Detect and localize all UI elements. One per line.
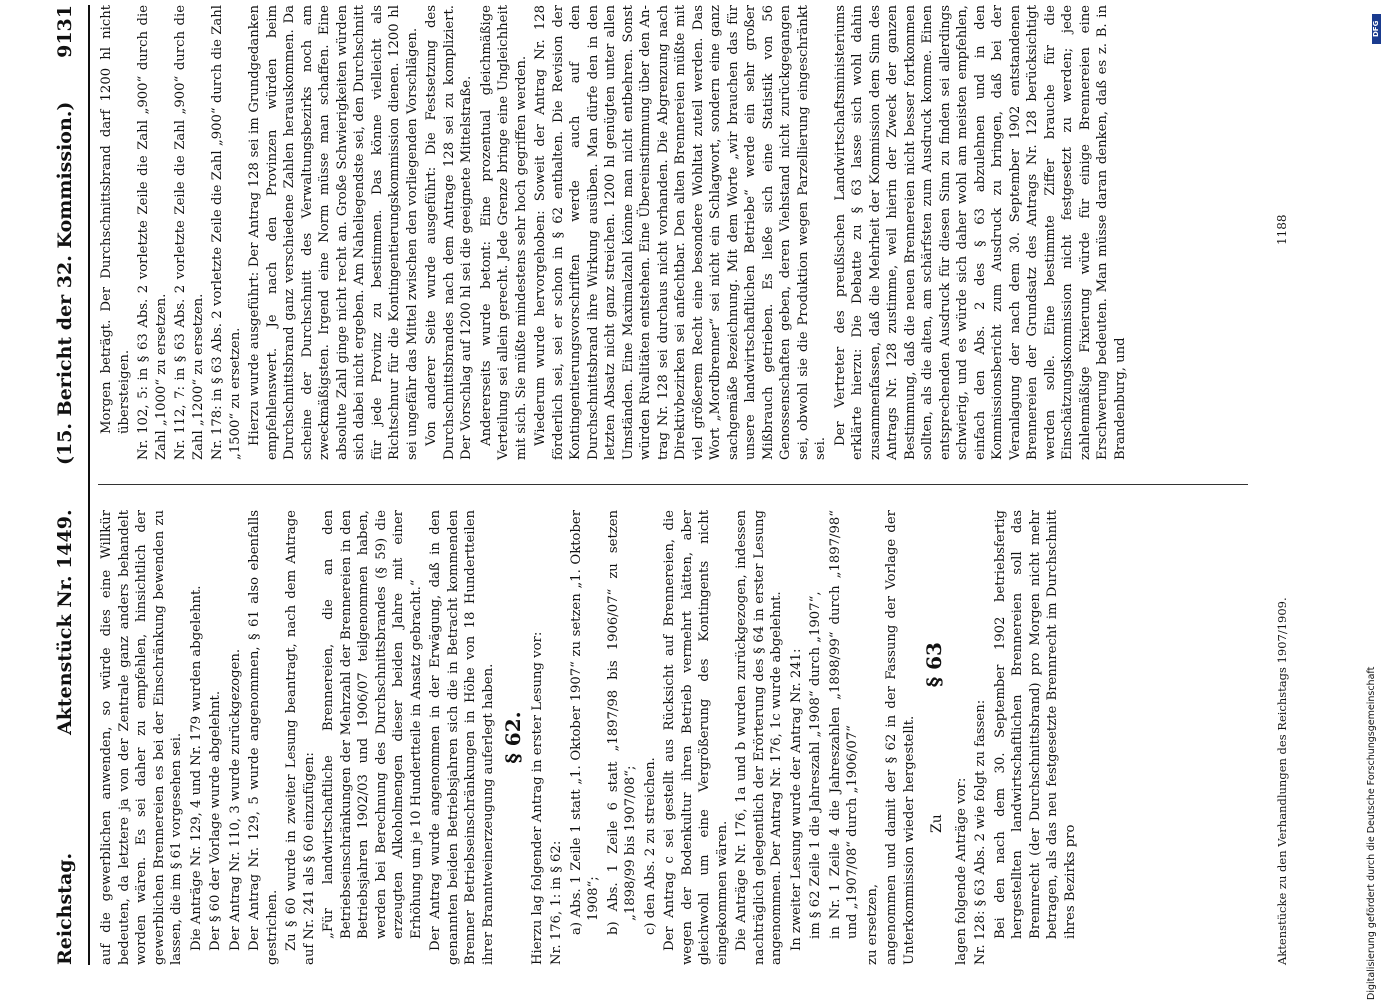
paragraph: Nr. 176, 1: in § 62: [549, 840, 564, 965]
section-number: § 63 [922, 642, 946, 688]
paragraph: Morgen beträgt. Der Durchschnittsbrand darf 1200 hl nicht übersteigen. [99, 5, 132, 434]
paragraph: Der Antrag wurde angenommen in der Erwägung, daß in den genannten beiden Betriebsjahren sich die in Betracht kommenden Brenner Betriebseinschränkungen in Höhe von 18 Hundertteilen ihrer Branntweinerzeugung auferlegt haben. [428, 510, 496, 965]
list-item: a) Abs. 1 Zeile 1 statt „1. Oktober 1907“ zu setzen „1. Oktober 1908“; [568, 510, 601, 935]
paragraph: lagen folgende Anträge vor: [953, 777, 969, 965]
paragraph: angenommen und damit der § 62 in der Fassung der Vorlage der Unterkommission wieder hergestellt. [884, 510, 917, 965]
quoted-proposal: „Für landwirtschaftliche Brennereien, die an den Betriebseinschränkungen der Mehrzahl der Brennereien in den Betriebsjahren 1902/03 und 1906/07 teilgenommen haben, werden bei Berechnung des Durchschnittsbrandes (§ 59) die erzeugten Alkoholmengen dieser beiden Jahre mit einer Erhöhung um je 10 Hundertteile in Ansatz gebracht.“ [321, 510, 424, 939]
paragraph: Der Antrag Nr. 129, 5 wurde angenommen, § 61 also ebenfalls gestrichen. [247, 510, 280, 965]
document-page [40, 5, 1350, 965]
paragraph: Andererseits wurde betont: Eine prozentual gleichmäßige Verteilung sei allein gerecht. Jede Grenze bringe eine Ungleichheit mit sich. Sie müßte mindestens sehr hoch gegriffen werden. [478, 5, 529, 460]
header-page-number: 9131 [54, 5, 76, 58]
column-divider [98, 484, 1248, 485]
paragraph: zu ersetzen, [864, 883, 880, 965]
digitization-credit [1352, 10, 1382, 1000]
list-item: b) Abs. 1 Zeile 6 statt „1897/98 bis 1906/07“ zu setzen „1898/99 bis 1907/08“; [605, 510, 638, 935]
list-item: im § 62 Zeile 1 die Jahreszahl „1908“ durch „1907“, [808, 591, 823, 939]
paragraph: Von anderer Seite wurde ausgeführt: Die Festsetzung des Durchschnittsbrandes nach dem Antrage 128 sei zu kompliziert. Der Vorschlag auf 1200 hl sei die geeignete Mittelstraße. [424, 5, 474, 460]
paragraph: Der § 60 der Vorlage wurde abgelehnt. [208, 690, 223, 951]
paragraph: Zu § 60 wurde in zweiter Lesung beantragt, nach dem Antrage auf Nr. 241 als § 60 einzufügen: [284, 510, 317, 965]
paragraph: Nr. 102, 5: in § 63 Abs. 2 vorletzte Zeile die Zahl „900“ durch die Zahl „1000“ zu ersetzen. [136, 5, 169, 460]
list-item: c) den Abs. 2 zu streichen. [642, 757, 658, 935]
list-item: in Nr. 1 Zeile 4 die Jahreszahlen „1898/99“ durch „1897/98“ und „1907/08“ durch „1906/07“ [827, 510, 860, 939]
paragraph: Die Anträge Nr. 176, 1a und b wurden zurückgezogen, indessen nachträglich gelegentlich der Erörterung des § 64 in erster Lesung angenommen. Der Antrag Nr. 176, 1c wurde abgelehnt. [734, 510, 784, 965]
paragraph: Nr. 112, 7: in § 63 Abs. 2 vorletzte Zeile die Zahl „900“ durch die Zahl „1200“ zu ersetzen. [173, 5, 206, 460]
paragraph: Nr. 128: § 63 Abs. 2 wie folgt zu fassen: [973, 699, 988, 965]
paragraph: auf die gewerblichen anwenden, so würde dies eine Willkür bedeuten, da letztere ja von der Zentrale ganz anders behandelt worden wären. Es sei daher zu empfehlen, hinsichtlich der gewerblichen Brennereien es bei der Einschränkung bewenden zu lassen, die im § 61 vorgesehen sei. [99, 510, 184, 965]
paragraph: Nr. 178: in § 63 Abs. 2 vorletzte Zeile die Zahl „900“ durch die Zahl „1500“ zu ersetzen. [210, 5, 243, 460]
paragraph: Die Anträge Nr. 129, 4 und Nr. 179 wurden abgelehnt. [188, 585, 204, 951]
header-report-title: (15. Bericht der 32. Kommission.) [54, 101, 76, 465]
quoted-proposal: Bei den nach dem 30. September 1902 betriebsfertig hergestellten landwirtschaftlichen Brennereien soll das Brennrecht (der Durchschnittsbrand) pro Morgen nicht mehr betragen, als das neu festgesetzte Brennrecht im Durchschnitt ihres Bezirks pro [992, 510, 1078, 939]
paragraph: Wiederum wurde hervorgehoben: Soweit der Antrag Nr. 128 förderlich sei, sei er schon in § 62 enthalten. Die Revision der Kontingentierungsvorschriften werde auch auf den Durchschnittsbrand ihre Wirkung ausüben. Man dürfe den in den letzten Absatz nicht ganz streichen. 1200 hl genügten unter allen Umständen. Eine Maximalzahl könne man nicht entbehren. Sonst würden Rivalitäten entstehen. Eine Übereinstimmung über den Antrag Nr. 128 sei durchaus nicht vorhanden. Die Abgrenzung nach Direktivbezirken sei anfechtbar. Den alten Brennereien müßte mit viel größerem Recht eine besondere Wohltat zuteil werden. Das Wort „Mordbrenner“ sei nicht ein Schlagwort, sondern eine ganz sachgemäße Bezeichnung. Mit dem Worte „wir brauchen das für unsere landwirtschaftlichen Betriebe“ werde ein sehr großer Mißbrauch getrieben. Es ließe sich eine Statistik von 56 Genossenschaften geben, deren Viehstand nicht zurückgegangen sei, obwohl sie die Produktion wegen Parzellierung eingeschränkt sei. [533, 5, 828, 460]
right-column [98, 5, 1131, 460]
paragraph: Der Vertreter des preußischen Landwirtschaftsministeriums erklärte hierzu: Die Debatte zu § 63 lasse sich wohl dahin zusammenfassen, daß die Mehrheit der Kommission dem Sinn des Antrags Nr. 128 zustimme, weil hierin der Zweck der ganzen Bestimmung, daß die neuen Brennereien nicht besser fortkommen sollten, als die alten, am schärfsten zum Ausdruck komme. Einen entsprechenden Ausdruck für diesen Sinn zu finden sei allerdings schwierig, und es würde sich daher wohl am meisten empfehlen, einfach den Abs. 2 des § 63 abzulehnen und in den Kommissionsbericht zum Ausdruck zu bringen, daß bei der Veranlagung der nach dem 30. September 1902 entstandenen Brennereien der Grundsatz des Antrags Nr. 128 berücksichtigt werden solle. Eine bestimmte Ziffer brauche für die Einschätzungskommission nicht festgesetzt zu werden; jede zahlenmäßige Fixierung würde für einige Brennereien eine Erschwerung bedeuten. Man müsse daran denken, daß es z. B. in Brandenburg, und [832, 5, 1128, 460]
section-heading-63 [922, 510, 947, 965]
section-heading-62: § 62. [501, 711, 525, 764]
header-document-number: Aktenstück Nr. 1449. [54, 509, 76, 735]
section-prefix: Zu [929, 814, 945, 833]
paragraph: Der Antrag Nr. 110, 3 wurde zurückgezogen. [227, 648, 243, 951]
footer-note: Aktenstücke zu den Verhandlungen des Reichstags 1907/1909. [1275, 597, 1289, 965]
credit-text: Digitalisierung gefördert durch die Deutsche Forschungsgemeinschaft [1366, 666, 1377, 1000]
dfg-logo-icon: DFG [1372, 14, 1381, 44]
paragraph: Hierzu wurde ausgeführt: Der Antrag 128 sei im Grundgedanken empfehlenswert. Je nach den Provinzen würden beim Durchschnittsbrand ganz verschiedene Zahlen herauskommen. Da scheine der Durchschnitt des Verwaltungsbezirks noch am zweckmäßigsten. Irgend eine Norm müsse man schaffen. Eine absolute Zahl ginge nicht recht an. Große Schwierigkeiten würden sich dabei nicht ergeben. Am Naheliegendste sei, den Durchschnitt für jede Provinz zu bestimmen. Das könne vielleicht als Richtschnur für die Kontingentierungskommission dienen. 1200 hl sei ungefähr das Mittel zwischen den vorliegenden Vorschlägen. [247, 5, 420, 460]
paragraph: Der Antrag c sei gestellt aus Rücksicht auf Brennereien, die wegen der Bodenkultur ihren Betrieb vermehrt hätten, aber gleichwohl um eine Vergrößerung des Kontingents nicht eingekommen wären. [662, 510, 730, 965]
left-column [98, 510, 1081, 965]
header-left: Reichstag. [54, 852, 76, 965]
paragraph: Hierzu lag folgender Antrag in erster Lesung vor: [529, 631, 545, 965]
footer-sheet-number: 1188 [1275, 214, 1289, 245]
page-header [40, 5, 90, 965]
paragraph: In zweiter Lesung wurde der Antrag Nr. 241: [788, 648, 804, 951]
